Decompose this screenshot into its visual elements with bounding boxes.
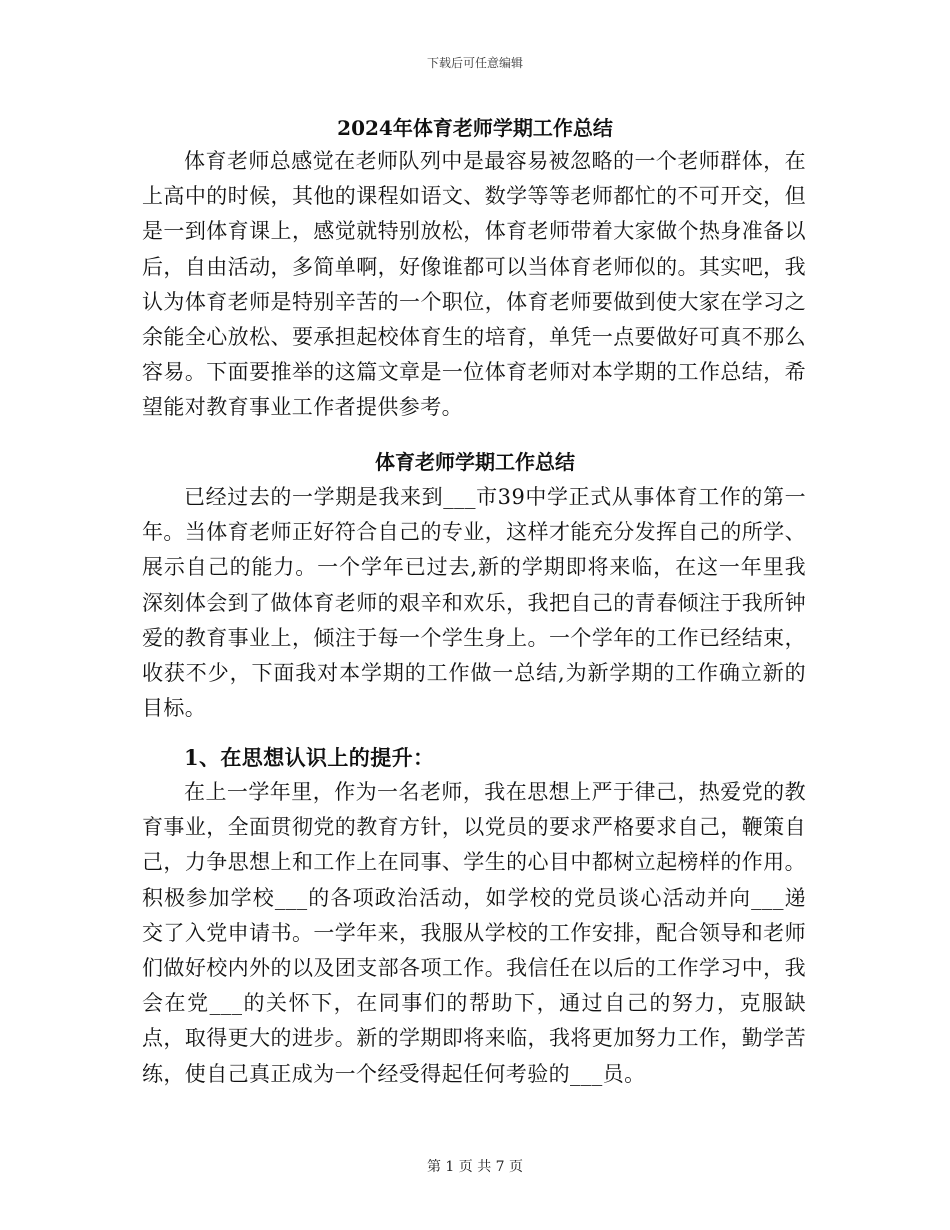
- page-indicator: 第 1 页 共 7 页: [426, 1159, 524, 1175]
- document-subtitle: 体育老师学期工作总结: [375, 450, 575, 474]
- section-1-heading: 1、在思想认识上的提升：: [184, 745, 435, 770]
- header-note: 下载后可任意编辑: [426, 56, 523, 70]
- section-1-body: 在上一学年里，作为一名老师，我在思想上严于律己，热爱党的教育事业，全面贯彻党的教育方针，以党员的要求严格要求自己，鞭策自己，力争思想上和工作上在同事、学生的心目中都树立起榜样的作用。积极参加学校___的各项政治活动，如学校的党员谈心活动并向___递交了入党申请书。一学年来，我服从学校的工作安排，配合领导和老师们做好校内外的以及团支部各项工作。我信任在以后的工作学习中，我会在党___的关怀下，在同事们的帮助下，通过自己的努力，克服缺点，取得更大的进步。新的学期即将来临，我将更加努力工作，勤学苦练，使自己真正成为一个经受得起任何考验的___员。: [142, 780, 806, 1086]
- document-title: 2024年体育老师学期工作总结: [337, 116, 613, 140]
- intro-paragraph: 体育老师总感觉在老师队列中是最容易被忽略的一个老师群体，在上高中的时候，其他的课程如语文、数学等等老师都忙的不可开交，但是一到体育课上，感觉就特别放松，体育老师带着大家做个热身准备以后，自由活动，多简单啊，好像谁都可以当体育老师似的。其实吧，我认为体育老师是特别辛苦的一个职位，体育老师要做到使大家在学习之余能全心放松、要承担起校体育生的培育，单凭一点要做好可真不那么容易。下面要推举的这篇文章是一位体育老师对本学期的工作总结，希望能对教育事业工作者提供参考。: [142, 149, 806, 420]
- body-paragraph-1: 已经过去的一学期是我来到___市39中学正式从事体育工作的第一年。当体育老师正好符合自己的专业，这样才能充分发挥自己的所学、展示自己的能力。一个学年已过去,新的学期即将来临，在这一年里我深刻体会到了做体育老师的艰辛和欢乐，我把自己的青春倾注于我所钟爱的教育事业上，倾注于每一个学生身上。一个学年的工作已经结束，收获不少，下面我对本学期的工作做一总结,为新学期的工作确立新的目标。: [142, 485, 806, 721]
